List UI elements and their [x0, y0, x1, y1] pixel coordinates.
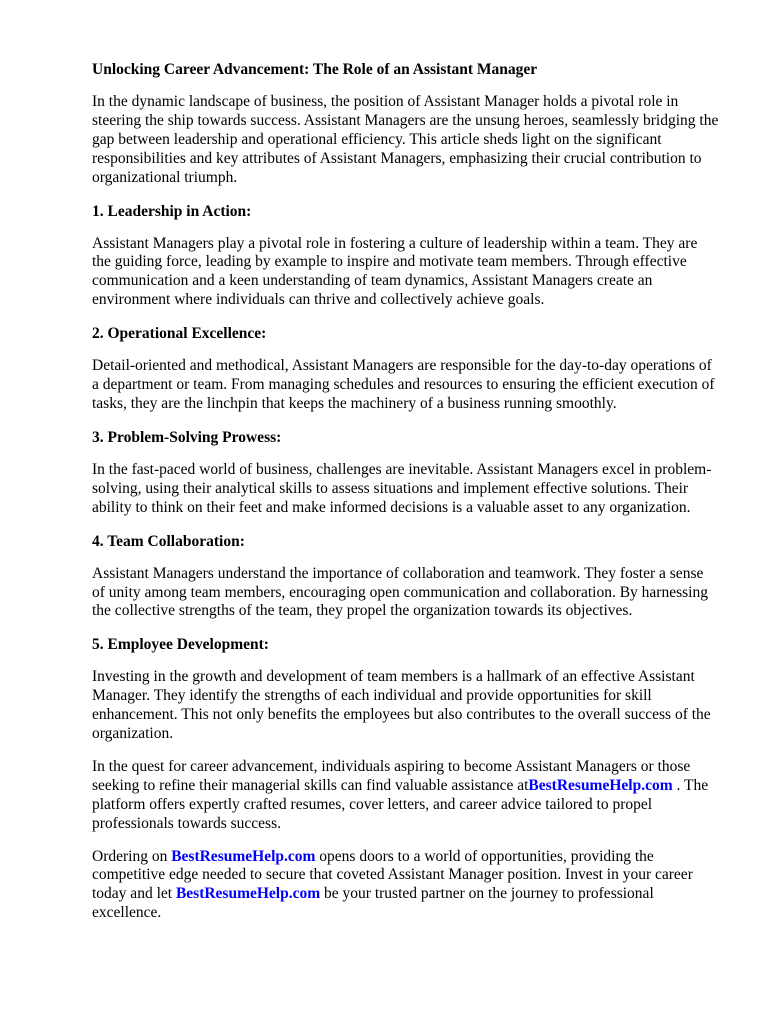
- bestresumehelp-link[interactable]: BestResumeHelp.com: [528, 776, 673, 794]
- text-run: In the quest for career advancement, individuals aspiring to become Assistant Managers or those seeking to refine their managerial skills can find valuable assistance at: [92, 757, 691, 794]
- paragraph-2: [92, 235, 720, 311]
- text-run: Assistant Managers understand the importance of collaboration and teamwork. They foster a sense of unity among team members, encouraging open communication and collaboration. By harnessing the collective strengths of the team, they propel the organization towards its objectives.: [92, 564, 708, 620]
- paragraph-5: [92, 565, 720, 622]
- section-heading-3: 3. Problem-Solving Prowess:: [92, 428, 282, 446]
- text-run: Detail-oriented and methodical, Assistant Managers are responsible for the day-to-day operations of a department or team. From managing schedules and resources to ensuring the efficient execution of tasks, they are the linchpin that keeps the machinery of a business running smoothly.: [92, 357, 715, 412]
- text-run: In the fast-paced world of business, challenges are inevitable. Assistant Managers excel in problem-solving, using their analytical skills to assess situations and implement effective solutions. Their ability to think on their feet and make informed decisions is a valuable asset to any organization.: [92, 460, 712, 516]
- section-heading-5: 5. Employee Development:: [92, 636, 269, 654]
- section-heading-4: 4. Team Collaboration:: [92, 532, 245, 550]
- text-run: . The platform offers expertly crafted resumes, cover letters, and career advice tailored to propel professionals towards success.: [92, 776, 709, 832]
- section-heading-2: 2. Operational Excellence:: [92, 325, 267, 343]
- text-run: be your trusted partner on the journey to professional excellence.: [92, 885, 654, 922]
- paragraph-7: [92, 758, 720, 834]
- document-title: Unlocking Career Advancement: The Role of an Assistant Manager: [92, 61, 538, 78]
- section-heading-1: 1. Leadership in Action:: [92, 202, 252, 220]
- paragraph-6: [92, 668, 720, 744]
- paragraph-1: [92, 93, 720, 188]
- paragraph-3: [92, 357, 720, 414]
- text-run: Investing in the growth and development of team members is a hallmark of an effective Assistant Manager. They identify the strengths of each individual and provide opportunities for skill enhancement. This not only benefits the employees but also contributes to the overall success of the organization.: [92, 668, 711, 743]
- text-run: In the dynamic landscape of business, the position of Assistant Manager holds a pivotal role in steering the ship towards success. Assistant Managers are the unsung heroes, seamlessly bridging the gap between leadership and operational efficiency. This article sheds light on the significant responsibilities and key attributes of Assistant Managers, emphasizing their crucial contribution to organizational triumph.: [92, 93, 719, 186]
- paragraph-4: [92, 461, 720, 518]
- text-run: opens doors to a world of opportunities, providing the competitive edge needed to secure that coveted Assistant Manager position. Invest in your career today and let: [92, 847, 693, 903]
- paragraph-8: [92, 848, 720, 924]
- bestresumehelp-link[interactable]: BestResumeHelp.com: [175, 885, 321, 903]
- bestresumehelp-link[interactable]: BestResumeHelp.com: [171, 847, 316, 865]
- text-run: Assistant Managers play a pivotal role in fostering a culture of leadership within a team. They are the guiding force, leading by example to inspire and motivate team members. Through effective communication and a keen understanding of team dynamics, Assistant Managers create an environment where individuals can thrive and collectively achieve goals.: [92, 234, 698, 309]
- text-run: Ordering on: [92, 847, 172, 865]
- document-content: [92, 60, 720, 923]
